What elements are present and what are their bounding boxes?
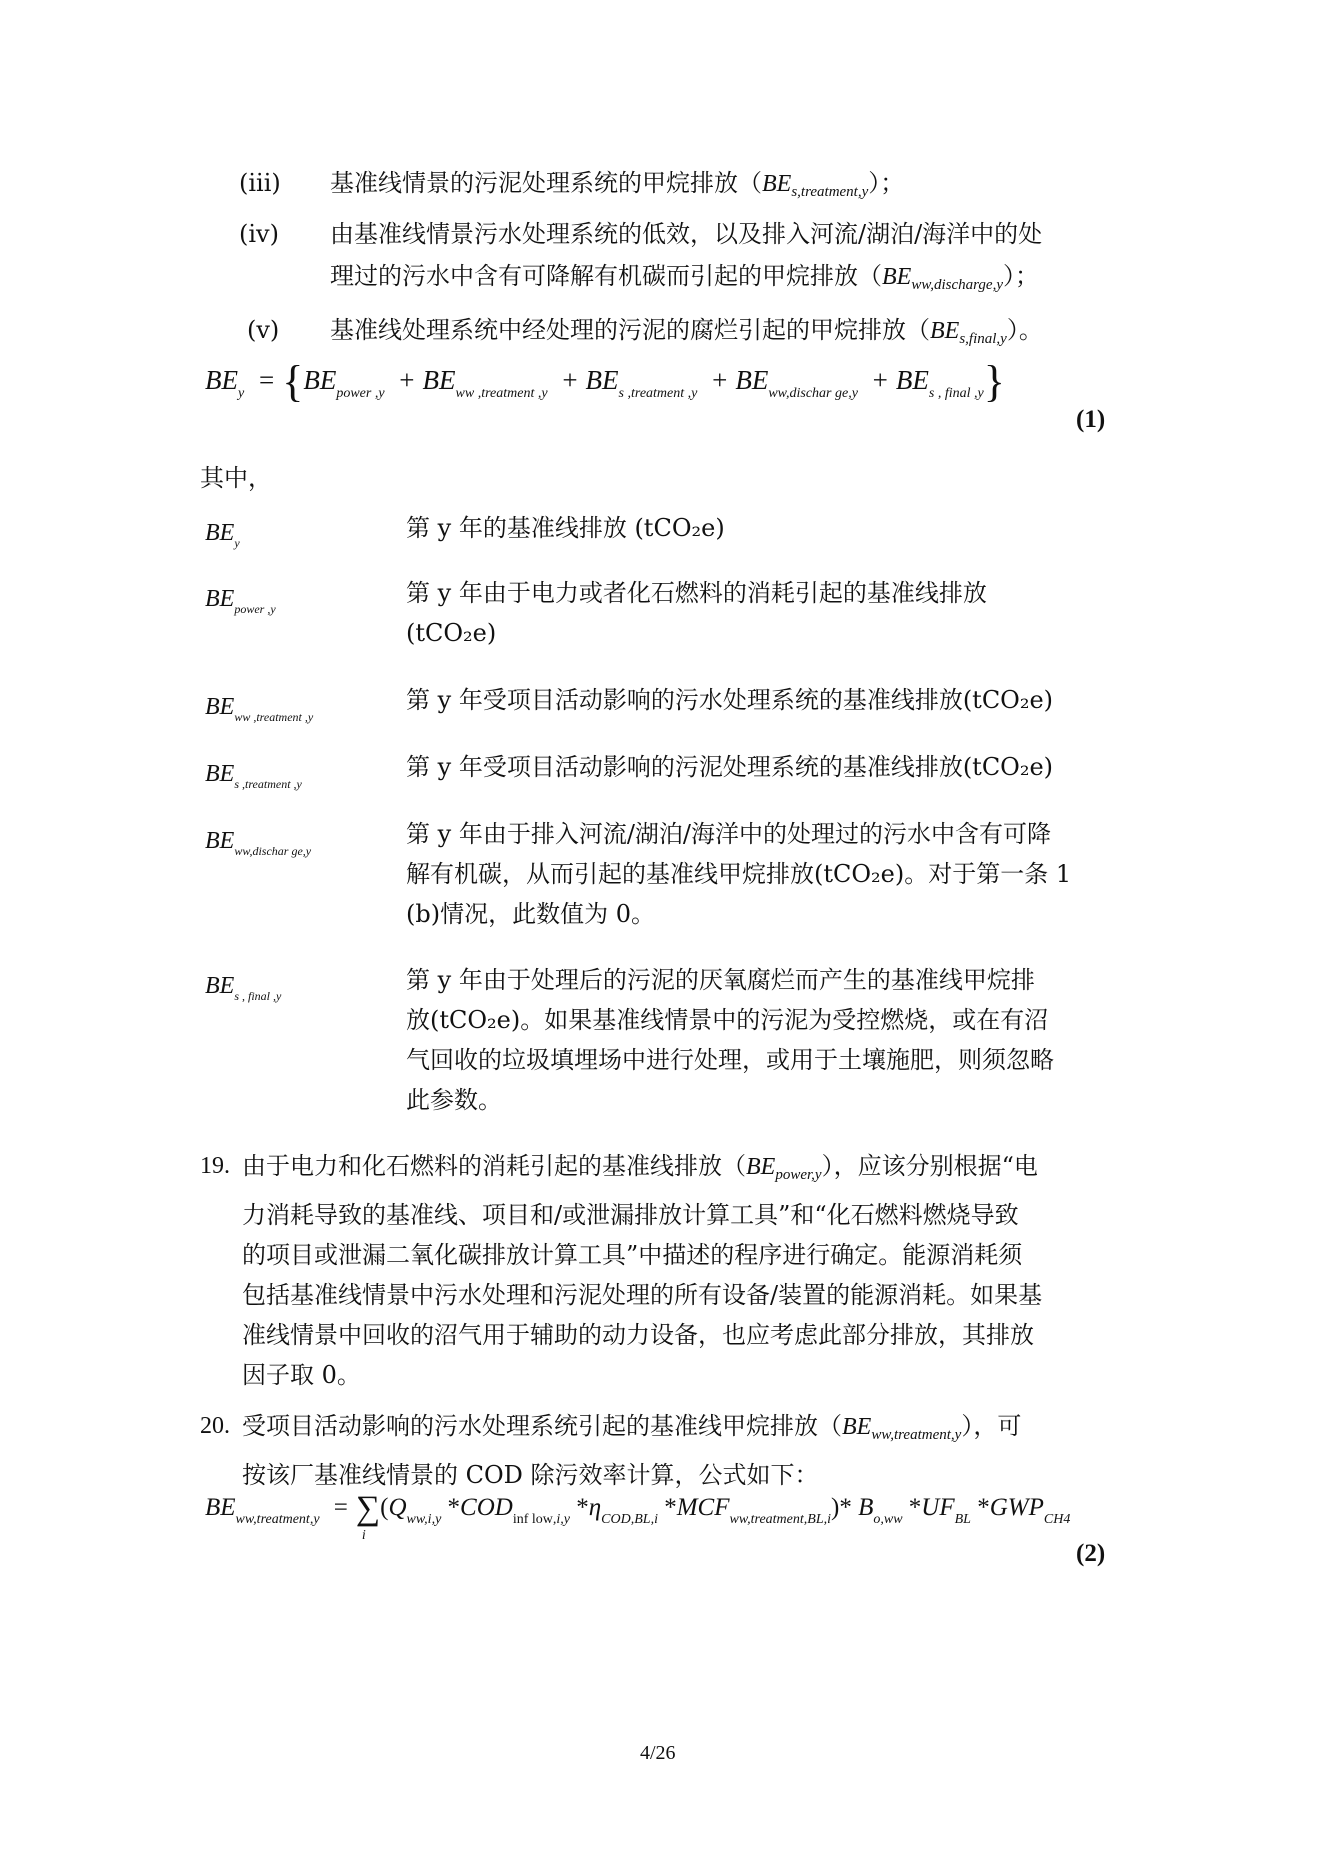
item-v-label: (v) [247,316,280,344]
eq2-sum-symbol: ∑ [355,1490,381,1527]
eq1-lhs-sub: y [238,386,245,401]
eq2-equals: = [333,1494,348,1521]
eq1-term: BE [422,365,456,395]
eq2-cod-sub-b: ,i,y [552,1512,571,1527]
para-19-lead-end: ），应该分别根据“电 [821,1152,1038,1180]
eq1-term: BE [303,365,337,395]
definition-symbol: $BE_y$ [205,520,240,550]
eq2-sum [355,1490,381,1543]
para-20-line: 按该厂基准线情景的 COD 除污效率计算，公式如下： [242,1461,819,1489]
para-20-body [242,1406,1160,1495]
item-v-body: 基准线处理系统中经处理的污泥的腐烂引起的甲烷排放（ [330,316,930,344]
eq1-term: BE [735,365,769,395]
item-iv-end: ）； [1002,262,1039,290]
definition-symbol: $BE_{ww,dischar ge,y}$ [205,828,312,858]
eq2-lparen: ( [380,1494,389,1521]
para-19-line: 包括基准线情景中污水处理和污泥处理的所有设备/装置的能源消耗。如果基 [242,1281,1043,1309]
eq1-lhs: BE [205,365,238,395]
eq2-cod: COD [460,1494,513,1521]
para-19-line: 的项目或泄漏二氧化碳排放计算工具”中描述的程序进行确定。能源消耗须 [242,1241,1023,1269]
eq2-lhs-sub: ww,treatment,y [235,1512,320,1527]
eq1-term-sub: ww ,treatment ,y [455,386,548,401]
eq1-term-sub: s , final ,y [928,386,984,401]
eq2-uf-sub: BL [954,1512,971,1527]
eq1-plus: + [562,365,578,395]
definition-text: 第 y 年受项目活动影响的污泥处理系统的基准线排放(tCO₂e) [406,753,1054,781]
item-iii-body: 基准线情景的污泥处理系统的甲烷排放（ [330,169,762,197]
eq2-lhs: BE [205,1494,236,1521]
eq2-gwp: GWP [989,1494,1044,1521]
item-v-var-sub: s,final,y [959,331,1007,347]
eq2-sum-index: i [361,1528,366,1543]
eq2-cod-sub-a: inf low [512,1512,553,1527]
item-v-end: ）。 [1006,316,1043,344]
eq2-rparen: ) [831,1494,840,1521]
eq1-plus: + [872,365,888,395]
eq2-q-sub: ww,i,y [406,1512,442,1527]
eq1-plus: + [712,365,728,395]
para-20-lead: 受项目活动影响的污水处理系统引起的基准线甲烷排放（ [242,1412,842,1440]
definition-symbol: $BE_{s ,treatment ,y}$ [205,761,302,791]
eq2-star: * [839,1494,852,1521]
para-20-lead-end: ），可 [961,1412,1022,1440]
definition-text: 第 y 年由于电力或者化石燃料的消耗引起的基准线排放 (tCO₂e) [406,579,987,647]
definition-text: 第 y 年的基准线排放 (tCO₂e) [406,514,725,542]
eq1-plus: + [399,365,415,395]
eq1-term-sub: ww,dischar ge,y [768,386,858,401]
item-iii-var-sub: s,treatment,y [791,184,869,200]
para-19-line: 准线情景中回收的沼气用于辅助的动力设备，也应考虑此部分排放，其排放 [242,1321,1034,1349]
eq2-star: * [576,1494,589,1521]
equation-1-number: (1) [1076,406,1106,433]
page-number: 4/26 [640,1742,676,1764]
equation-2 [205,1490,1071,1543]
eq2-eta-sub: COD,BL,i [601,1512,658,1527]
eq1-equals: = [258,365,275,395]
para-19-body [242,1146,1160,1395]
eq1-term: BE [895,365,929,395]
where-label: 其中， [200,464,272,492]
item-iv-line2 [330,256,1039,305]
eq2-star: * [908,1494,922,1521]
eq2-b-sub: o,ww [873,1512,903,1527]
eq2-q: Q [388,1494,407,1521]
definition-text: 第 y 年由于处理后的污泥的厌氧腐烂而产生的基准线甲烷排 放(tCO₂e)。如果基准线情景中的污泥为受控燃烧，或在有沼 气回收的垃圾填埋场中进行处理，或用于土壤施肥，则须忽略 此参数。 [406,966,1054,1114]
eq1-left-brace: { [282,357,304,406]
eq2-mcf: MCF [676,1494,730,1521]
item-iv-body: 理过的污水中含有可降解有机碳而引起的甲烷排放（ [330,262,882,290]
definition-symbol: $BE_{s , final ,y}$ [205,973,282,1003]
para-19-lead: 由于电力和化石燃料的消耗引起的基准线排放（ [242,1152,746,1180]
para-19-var-sub: power,y [775,1167,822,1183]
item-iii-end: ）； [868,169,905,197]
eq1-right-brace: } [983,357,1005,406]
para-19-line: 力消耗导致的基准线、项目和/或泄漏排放计算工具”和“化石燃料燃烧导致 [242,1201,1019,1229]
para-19-line: 因子取 0。 [242,1361,361,1389]
para-19-number: 19. [200,1153,230,1179]
eq2-eta: η [588,1494,602,1521]
eq2-star: * [447,1494,461,1521]
definition-text: 第 y 年由于排入河流/湖泊/海洋中的处理过的污水中含有可降 解有机碳，从而引起的基准线甲烷排放(tCO₂e)。对于第一条 1 (b)情况，此数值为 0。 [406,820,1072,928]
eq2-mcf-sub: ww,treatment,BL,i [729,1512,831,1527]
para-19-var: BE [746,1154,776,1180]
eq1-term-sub: s ,treatment ,y [618,386,698,401]
equation-1 [205,356,1005,407]
para-20-var: BE [842,1414,872,1440]
eq2-gwp-sub: CH4 [1043,1512,1071,1527]
item-v-text [330,310,1043,359]
item-iii-label: (iii) [239,169,281,197]
equation-2-number: (2) [1076,1540,1106,1567]
para-20-var-sub: ww,treatment,y [871,1427,962,1443]
item-v-var: BE [930,318,960,344]
item-iv-line1: 由基准线情景污水处理系统的低效，以及排入河流/湖泊/海洋中的处 [330,220,1043,248]
para-20-number: 20. [200,1413,230,1439]
item-iv-label: (iv) [239,220,279,248]
eq1-term: BE [585,365,619,395]
eq1-term-sub: power ,y [336,386,385,401]
item-iv-var-sub: ww,discharge,y [911,277,1003,293]
eq2-uf: UF [921,1494,955,1521]
item-iv-var: BE [882,264,912,290]
eq2-star: * [664,1494,677,1521]
definition-symbol: $BE_{ww ,treatment ,y}$ [205,694,314,724]
item-iii-text [330,163,904,212]
definition-text: 第 y 年受项目活动影响的污水处理系统的基准线排放(tCO₂e) [406,686,1054,714]
item-iii-var: BE [762,171,792,197]
eq2-star: * [977,1494,990,1521]
eq2-b: B [858,1494,874,1521]
definition-symbol: $BE_{power ,y}$ [205,586,276,616]
